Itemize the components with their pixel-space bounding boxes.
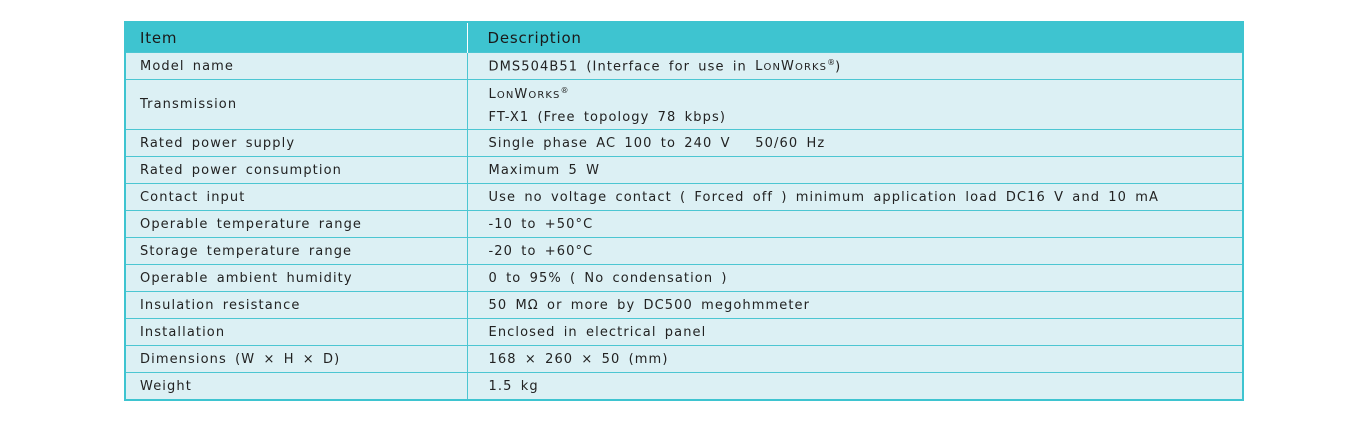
description-cell: Maximum 5 W — [467, 157, 1243, 184]
table-row — [125, 157, 1243, 184]
table-row — [125, 211, 1243, 238]
item-cell: Operable temperature range — [125, 211, 467, 238]
description-cell — [467, 80, 1243, 130]
description-text: FT-X1 (Free topology 78 kbps) — [488, 110, 726, 126]
table-row — [125, 238, 1243, 265]
item-cell: Transmission — [125, 80, 467, 130]
description-cell: 168 × 260 × 50 (mm) — [467, 346, 1243, 373]
table-row — [125, 373, 1243, 401]
description-cell: 0 to 95% ( No condensation ) — [467, 265, 1243, 292]
table-row — [125, 80, 1243, 130]
header-row — [125, 22, 1243, 53]
description-cell: Enclosed in electrical panel — [467, 319, 1243, 346]
table-row — [125, 130, 1243, 157]
description-cell: 1.5 kg — [467, 373, 1243, 401]
description-cell: Use no voltage contact ( Forced off ) minimum application load DC16 V and 10 mA — [467, 184, 1243, 211]
brand-name: LONWORKS — [755, 59, 828, 75]
registered-mark: ® — [560, 86, 569, 95]
brand-name: LONWORKS — [488, 87, 561, 103]
item-cell: Storage temperature range — [125, 238, 467, 265]
item-cell: Rated power consumption — [125, 157, 467, 184]
description-cell: 50 MΩ or more by DC500 megohmmeter — [467, 292, 1243, 319]
table-body — [125, 53, 1243, 401]
item-cell: Model name — [125, 53, 467, 80]
item-cell: Contact input — [125, 184, 467, 211]
description-cell: Single phase AC 100 to 240 V 50/60 Hz — [467, 130, 1243, 157]
header-item: Item — [125, 22, 467, 53]
description-text: ) — [835, 59, 842, 75]
item-cell: Installation — [125, 319, 467, 346]
registered-mark: ® — [827, 57, 836, 67]
item-cell: Weight — [125, 373, 467, 401]
table-row — [125, 184, 1243, 211]
table-row — [125, 53, 1243, 80]
table-row — [125, 265, 1243, 292]
item-cell: Dimensions (W × H × D) — [125, 346, 467, 373]
item-cell: Insulation resistance — [125, 292, 467, 319]
header-description: Description — [467, 22, 1243, 53]
description-text: DMS504B51 (Interface for use in — [488, 59, 756, 75]
table-row — [125, 319, 1243, 346]
item-cell: Rated power supply — [125, 130, 467, 157]
item-cell: Operable ambient humidity — [125, 265, 467, 292]
table-row — [125, 292, 1243, 319]
table-row — [125, 346, 1243, 373]
description-cell: -20 to +60°C — [467, 238, 1243, 265]
description-cell: -10 to +50°C — [467, 211, 1243, 238]
description-cell — [467, 53, 1243, 80]
specification-table — [124, 21, 1244, 401]
table-header — [125, 22, 1243, 53]
